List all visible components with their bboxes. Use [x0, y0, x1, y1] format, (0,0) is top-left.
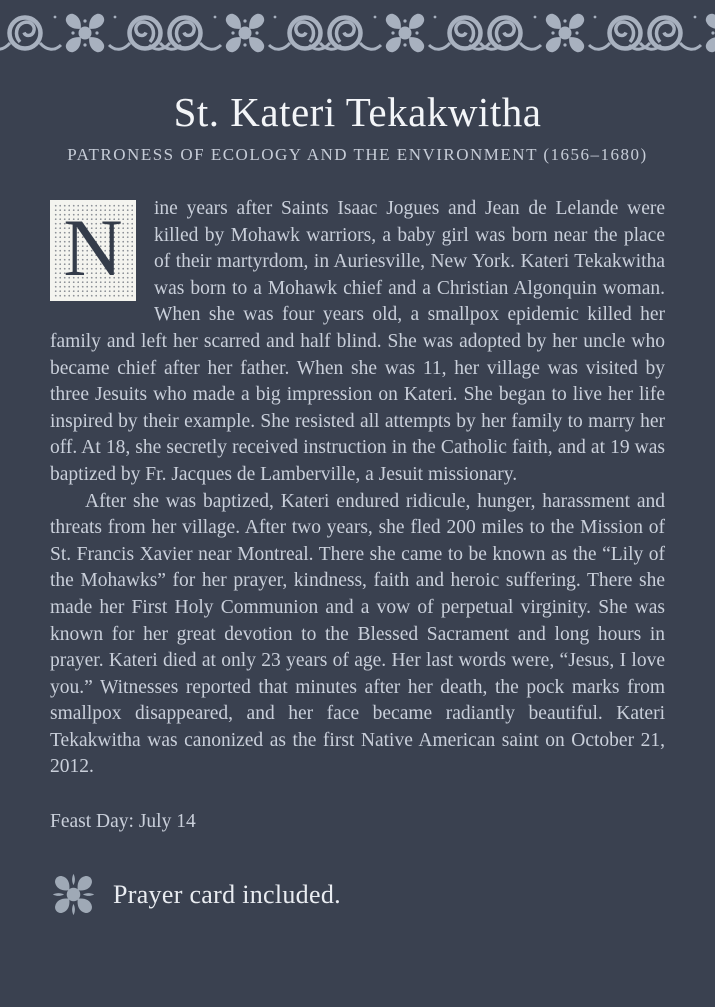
saint-description-card [0, 8, 715, 1007]
prayer-card-note: Prayer card included. [113, 879, 341, 909]
page-subtitle: PATRONESS OF ECOLOGY AND THE ENVIRONMENT (1656–1680) [67, 145, 648, 164]
page-title: St. Kateri Tekakwitha [173, 89, 542, 135]
feast-day-line: Feast Day: July 14 [50, 811, 196, 833]
ornamental-border [0, 8, 715, 58]
header [0, 88, 715, 166]
ornamental-scroll-border-icon [0, 8, 715, 58]
paragraph-1-text: ine years after Saints Isaac Jogues and Jean de Lelande were killed by Mohawk warriors, a baby girl was born near the place of their martyrdom, in Auriesville, New York. Kateri Tekakwitha was born to a Mohawk chief and a Christian Algonquin woman. When she was four years old, a smallpox epidemic killed her family and left her scarred and half blind. She was adopted by her uncle who became chief after her father. When she was 11, her village was visited by three Jesuits who made a big impression on Kateri. She began to live her life inspired by their example. She resisted all attempts by her family to marry her off. At 18, she secretly received instruction in the Catholic faith, and at 19 was baptized by Fr. Jacques de Lamberville, a Jesuit missionary. [50, 198, 665, 485]
illuminated-initial-box [50, 200, 136, 301]
biography-text [50, 196, 665, 781]
cross-fleuron-icon [50, 871, 97, 918]
dropcap-letter: N [63, 201, 123, 293]
paragraph-2: After she was baptized, Kateri endured ridicule, hunger, harassment and threats from her village. After two years, she fled 200 miles to the Mission of St. Francis Xavier near Montreal. There she came to be known as the “Lily of the Mohawks” for her prayer, kindness, faith and heroic suffering. There she made her First Holy Communion and a vow of perpetual virginity. She was known for her great devotion to the Blessed Sacrament and long hours in prayer. Kateri died at only 23 years of age. Her last words were, “Jesus, I love you.” Witnesses reported that minutes after her death, the pock marks from smallpox disappeared, and her face became radiantly beautiful. Kateri Tekakwitha was canonized as the first Native American saint on October 21, 2012. [50, 490, 665, 778]
prayer-card-row [50, 871, 665, 918]
paragraph-1 [50, 196, 665, 489]
